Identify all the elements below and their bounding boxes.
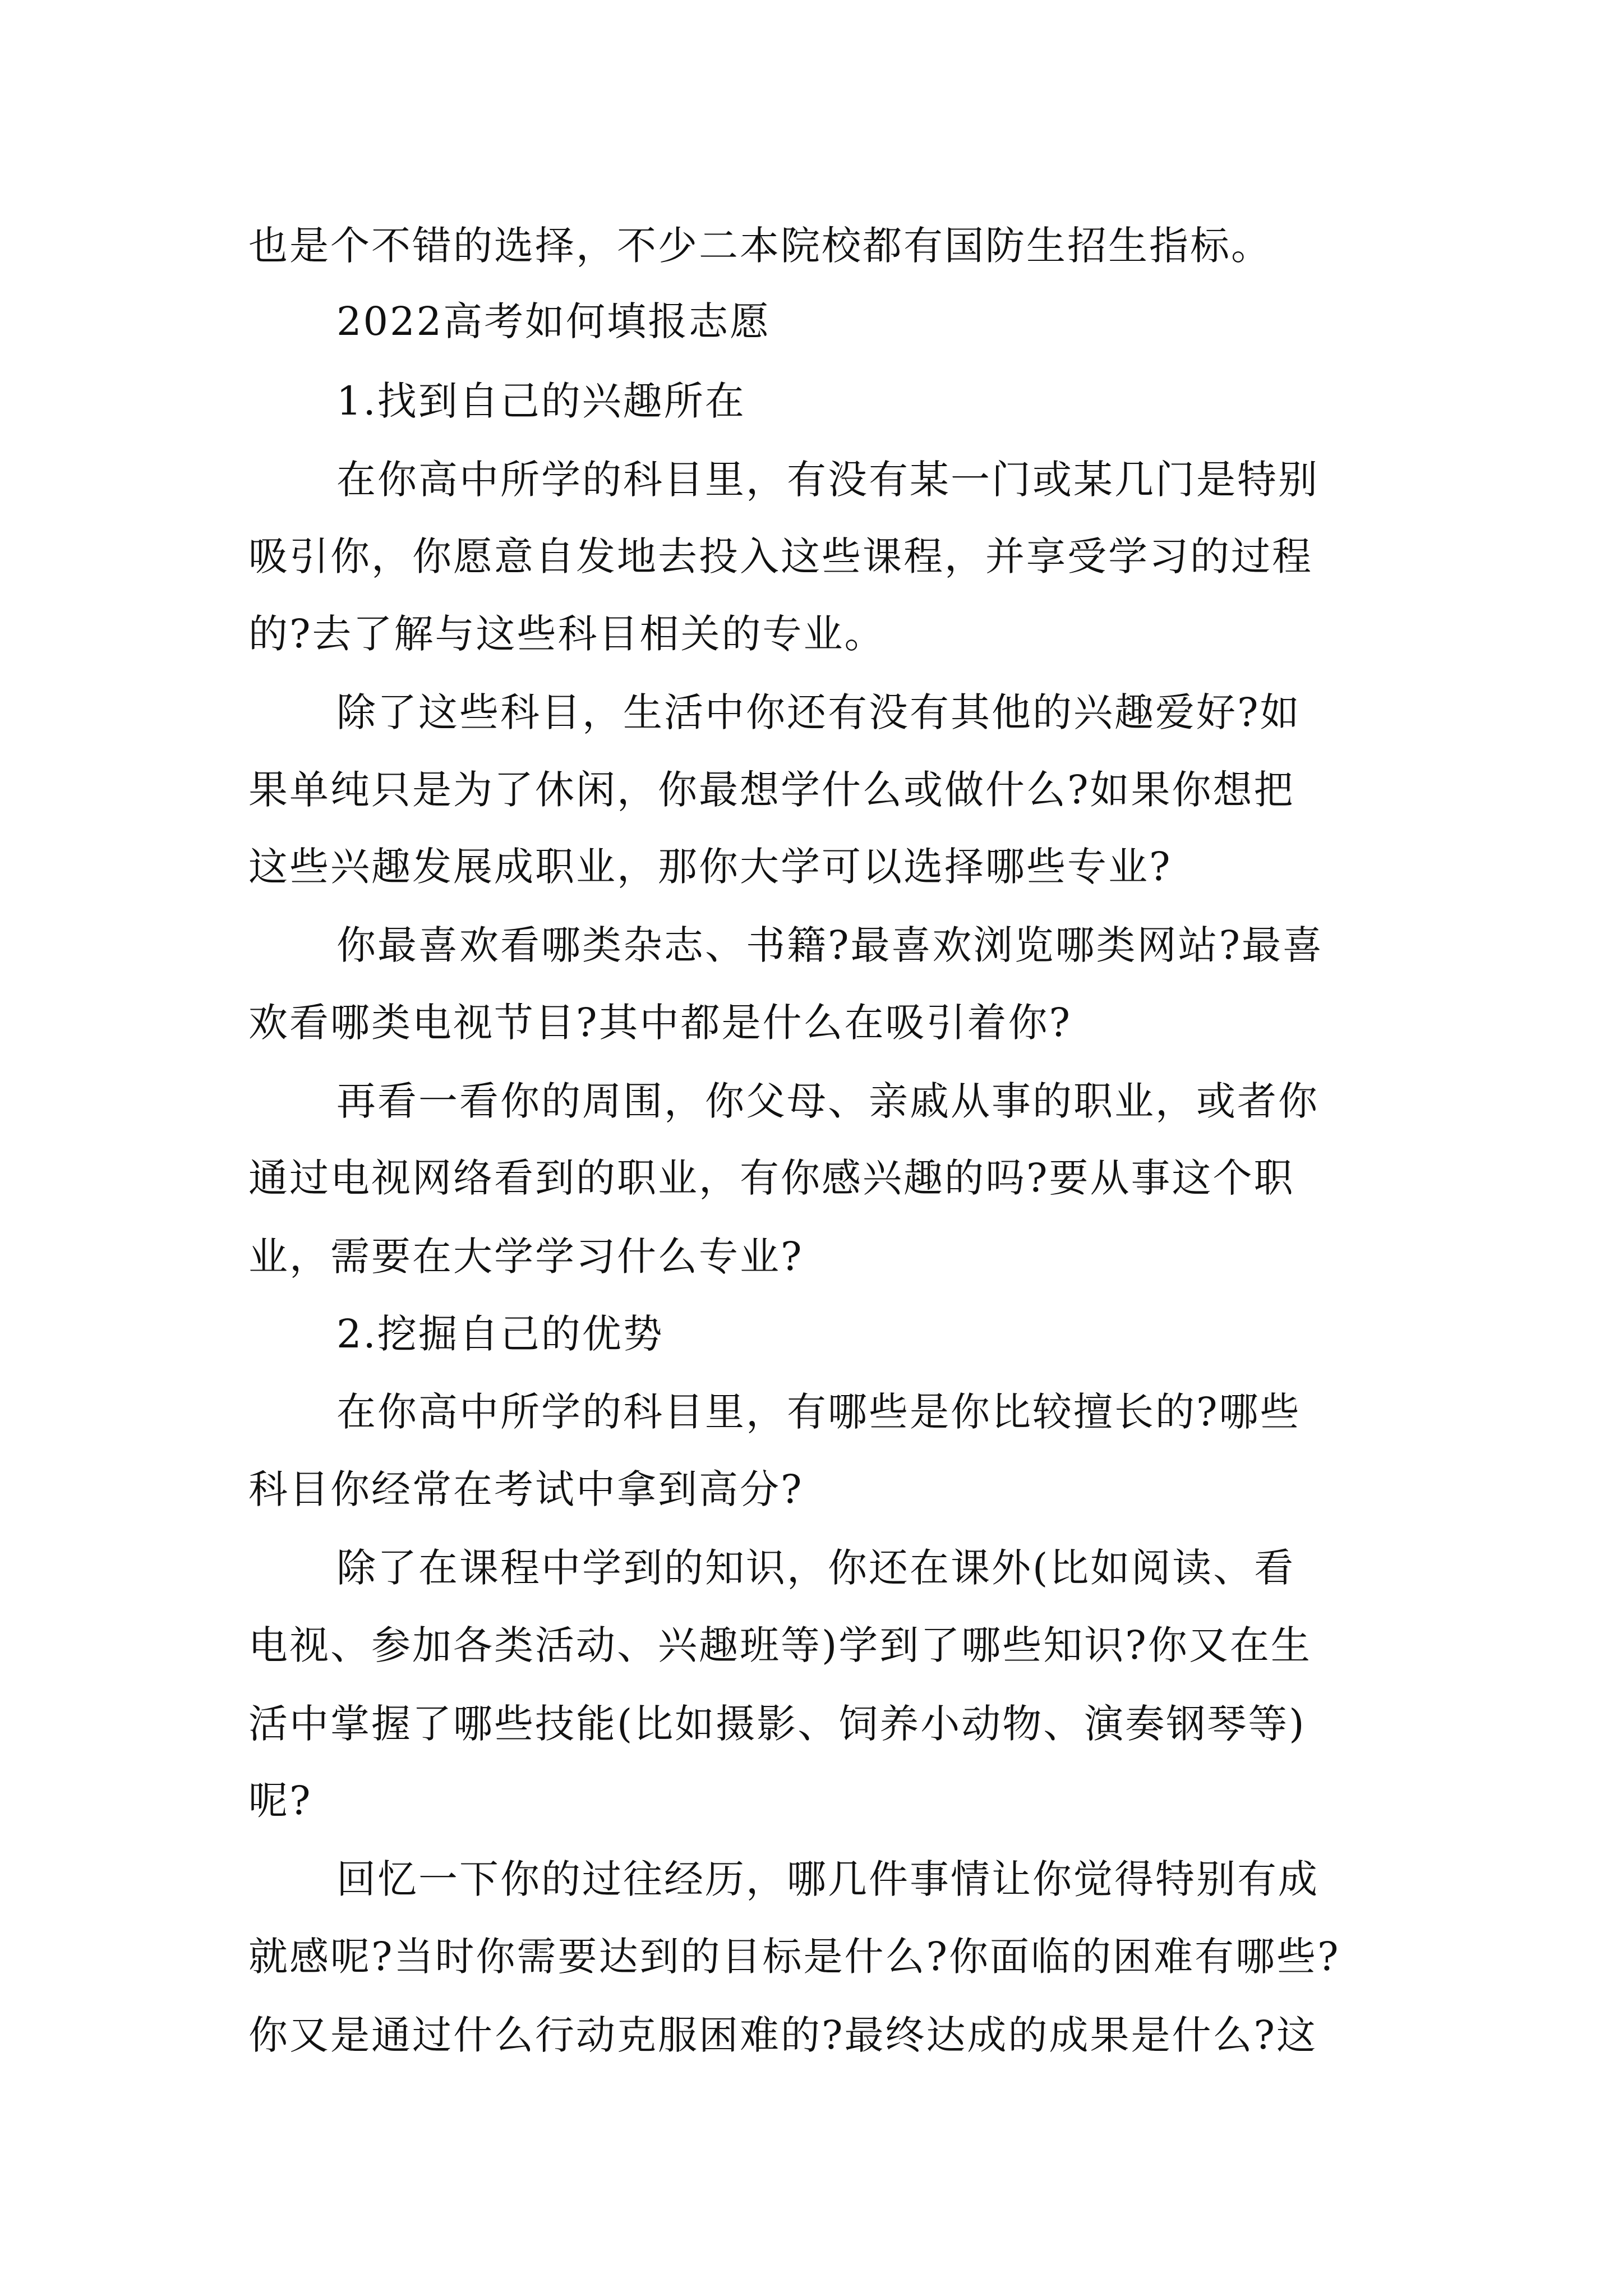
text-line-5: 吸引你，你愿意自发地去投入这些课程，并享受学习的过程 — [248, 533, 1313, 579]
text-line-22: 回忆一下你的过往经历，哪几件事情让你觉得特别有成 — [336, 1856, 1319, 1902]
text-line-10: 你最喜欢看哪类杂志、书籍?最喜欢浏览哪类网站?最喜 — [336, 922, 1324, 968]
text-line-13: 通过电视网络看到的职业，有你感兴趣的吗?要从事这个职 — [248, 1155, 1295, 1201]
text-line-12: 再看一看你的周围，你父母、亲戚从事的职业，或者你 — [336, 1078, 1319, 1124]
text-line-19: 电视、参加各类活动、兴趣班等)学到了哪些知识?你又在生 — [248, 1622, 1312, 1668]
text-line-23: 就感呢?当时你需要达到的目标是什么?你面临的困难有哪些? — [248, 1934, 1340, 1980]
text-line-7: 除了这些科目，生活中你还有没有其他的兴趣爱好?如 — [336, 689, 1301, 735]
text-line-8: 果单纯只是为了休闲，你最想学什么或做什么?如果你想把 — [248, 767, 1295, 813]
text-line-1: 也是个不错的选择，不少二本院校都有国防生招生指标。 — [248, 223, 1272, 269]
text-line-6: 的?去了解与这些科目相关的专业。 — [248, 611, 886, 657]
text-line-24: 你又是通过什么行动克服困难的?最终达成的成果是什么?这 — [248, 2012, 1318, 2058]
section-heading-main: 2022高考如何填报志愿 — [336, 298, 771, 344]
text-line-17: 科目你经常在考试中拿到高分? — [248, 1466, 804, 1512]
text-line-14: 业，需要在大学学习什么专业? — [248, 1234, 804, 1280]
text-line-4: 在你高中所学的科目里，有没有某一门或某几门是特别 — [336, 457, 1319, 503]
text-line-9: 这些兴趣发展成职业，那你大学可以选择哪些专业? — [248, 844, 1172, 890]
subheading-2: 2.挖掘自己的优势 — [336, 1311, 664, 1357]
text-line-20: 活中掌握了哪些技能(比如摄影、饲养小动物、演奏钢琴等) — [248, 1701, 1306, 1747]
text-line-18: 除了在课程中学到的知识，你还在课外(比如阅读、看 — [336, 1545, 1295, 1591]
text-line-21: 呢? — [248, 1778, 312, 1824]
text-line-16: 在你高中所学的科目里，有哪些是你比较擅长的?哪些 — [336, 1389, 1301, 1435]
text-line-11: 欢看哪类电视节目?其中都是什么在吸引着你? — [248, 1000, 1072, 1046]
subheading-1: 1.找到自己的兴趣所在 — [336, 378, 746, 424]
